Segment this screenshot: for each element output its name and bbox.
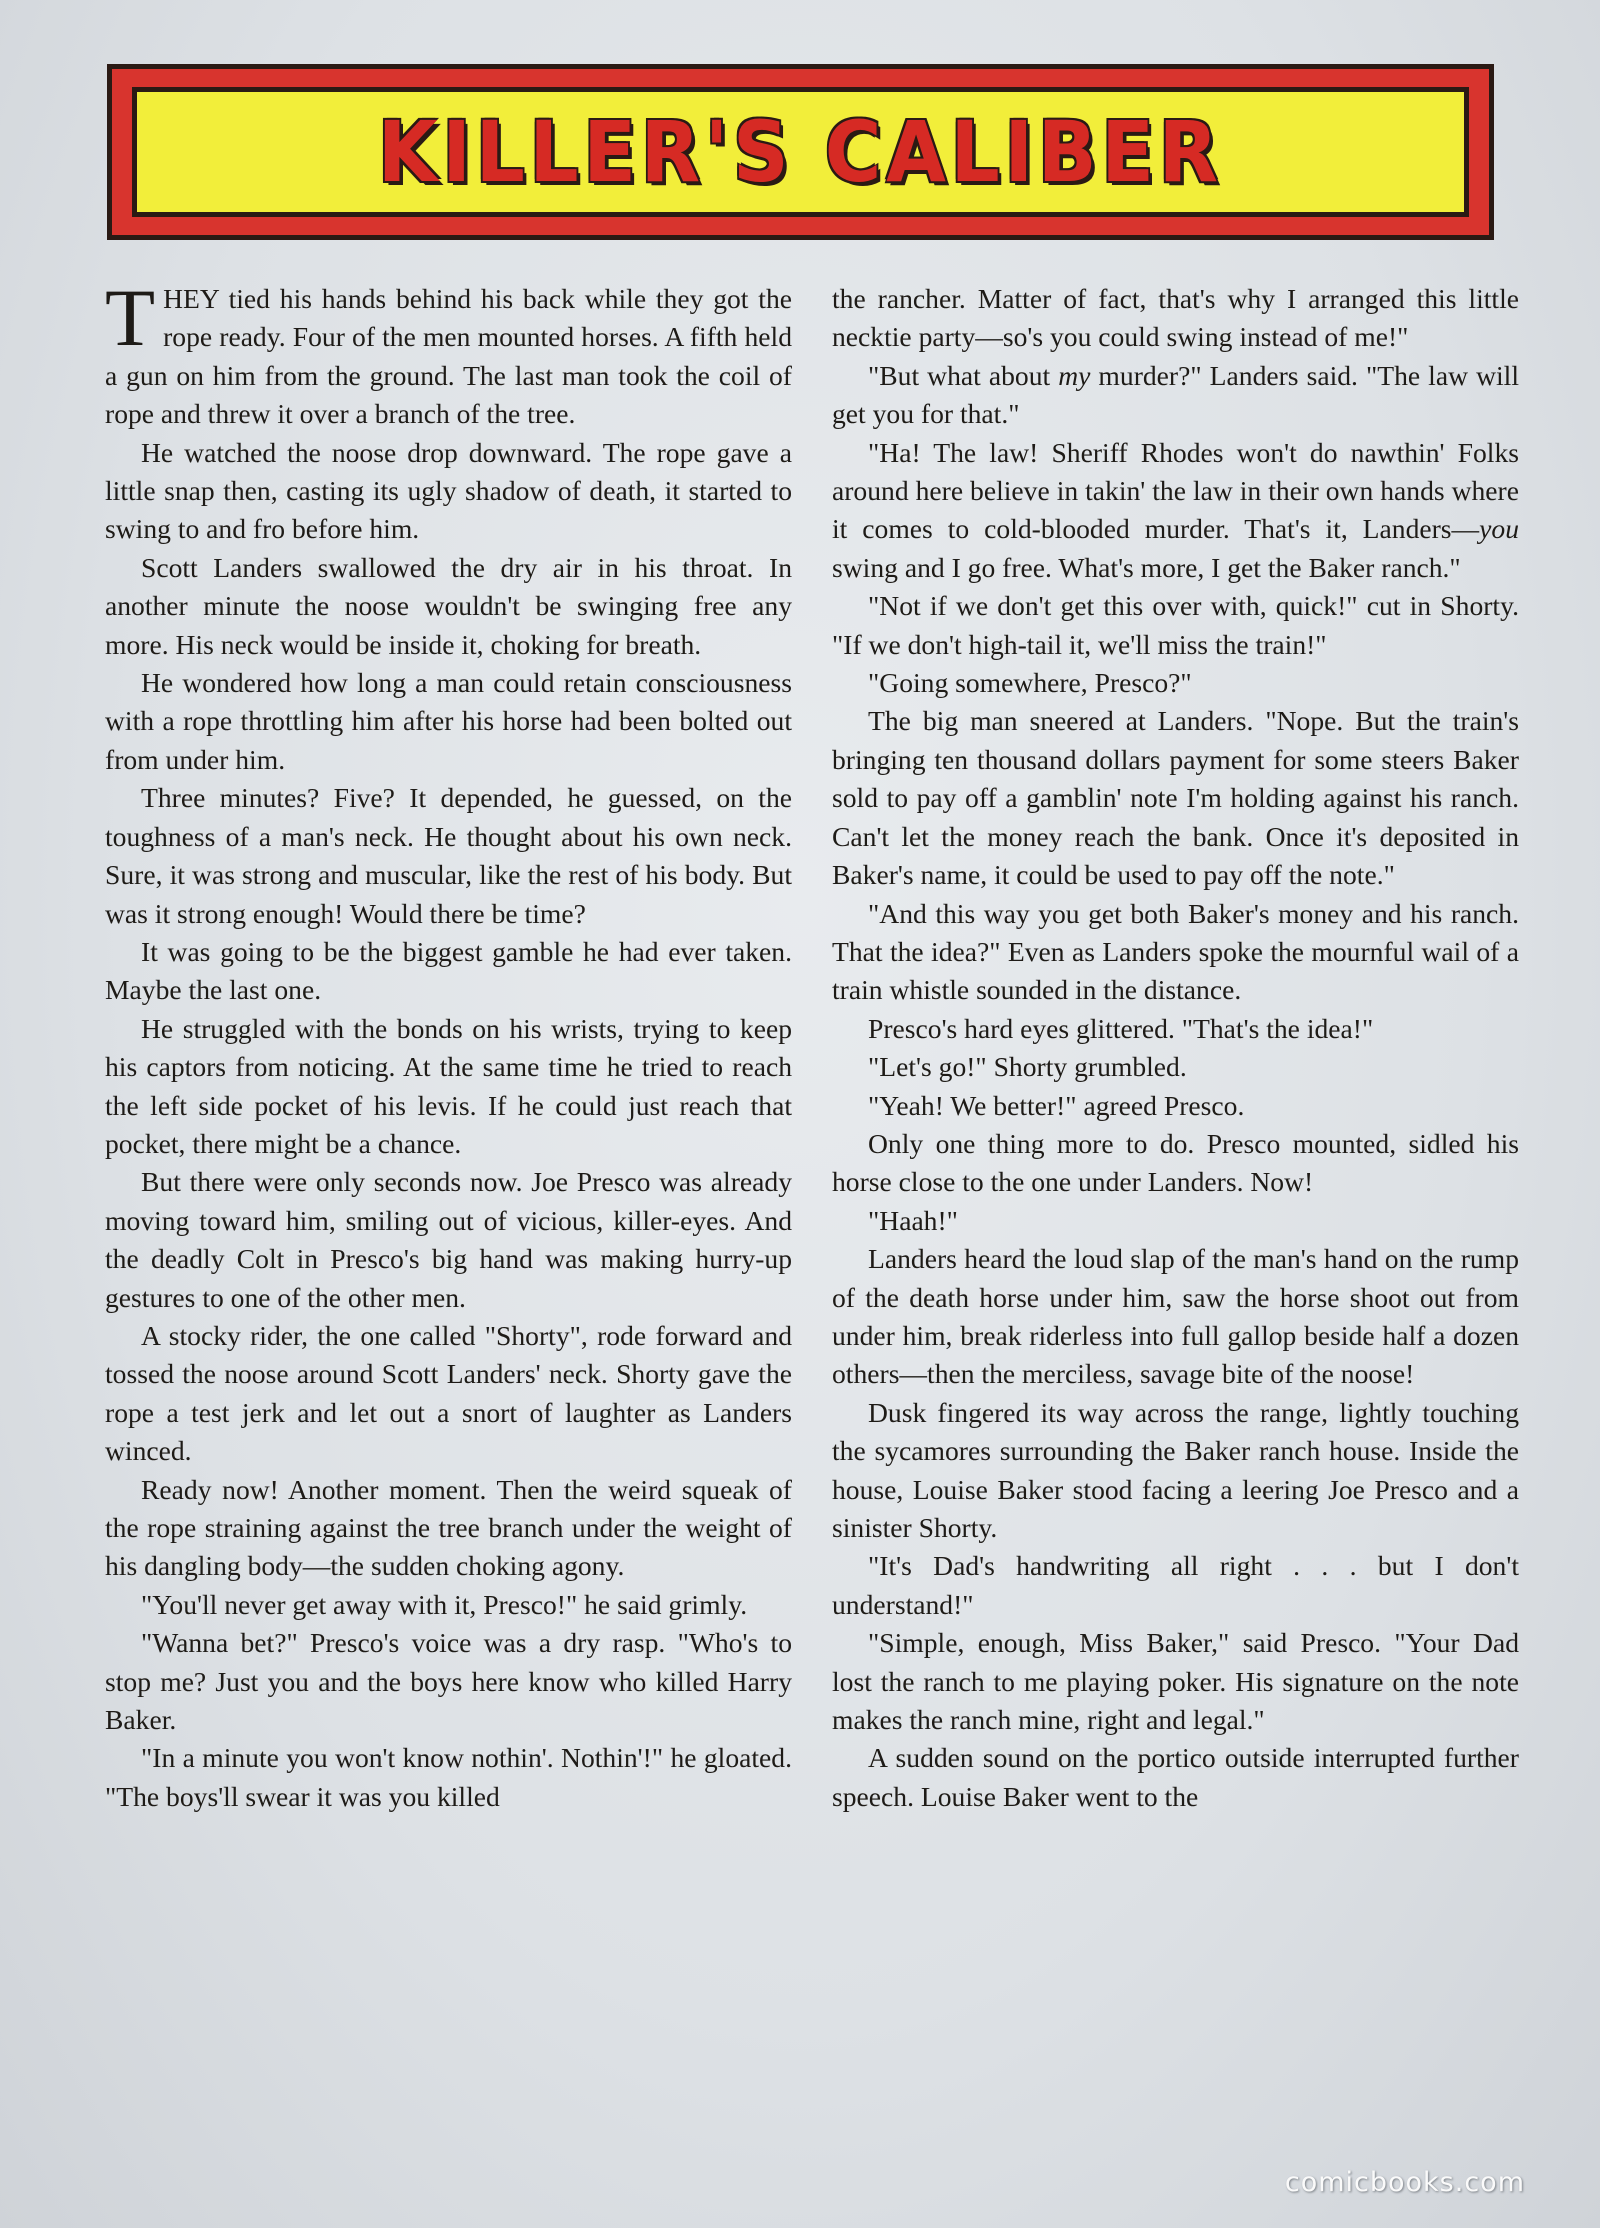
right-paragraph: "Simple, enough, Miss Baker," said Presco. "Your Dad lost the ranch to me playing poker. His signature on the note makes the ranch mine, right and legal." bbox=[832, 1627, 1519, 1736]
left-paragraph: Scott Landers swallowed the dry air in his throat. In another minute the noose wouldn't be swinging free any more. His neck would be inside it, choking for breath. bbox=[105, 551, 792, 660]
right-column bbox=[832, 280, 1519, 2130]
text-columns bbox=[105, 280, 1520, 2130]
right-paragraph: "Not if we don't get this over with, quick!" cut in Shorty. "If we don't high-tail it, we'll miss the train!" bbox=[832, 590, 1519, 660]
right-paragraph: "Ha! The law! Sheriff Rhodes won't do nawthin' Folks around here believe in takin' the law in their own hands where it comes to cold-blooded murder. That's it, Landers—you swing and I go free. What's more, I get the Baker ranch." bbox=[832, 436, 1519, 583]
left-paragraph: He wondered how long a man could retain consciousness with a rope throttling him after his horse had been bolted out from under him. bbox=[105, 667, 792, 775]
left-paragraph: Ready now! Another moment. Then the weird squeak of the rope straining against the tree branch under the weight of his dangling body—the sudden choking agony. bbox=[105, 1473, 792, 1582]
right-paragraph: "Yeah! We better!" agreed Presco. bbox=[868, 1089, 1245, 1121]
left-paragraph: But there were only seconds now. Joe Presco was already moving toward him, smiling out of vicious, killer-eyes. And the deadly Colt in Presco's big hand was making hurry-up gestures to one of the other men. bbox=[105, 1166, 792, 1313]
right-paragraph: "Going somewhere, Presco?" bbox=[868, 667, 1192, 699]
right-paragraph: Dusk fingered its way across the range, lightly touching the sycamores surrounding the Baker ranch house. Inside the house, Louise Baker stood facing a leering Joe Presco and a sinister Shorty. bbox=[832, 1396, 1519, 1543]
left-paragraph: THEY tied his hands behind his back while they got the rope ready. Four of the men mounted horses. A fifth held a gun on him from the ground. The last man took the coil of rope and threw it over a branch of the tree. bbox=[105, 280, 792, 430]
right-paragraph: Landers heard the loud slap of the man's hand on the rump of the death horse under him, saw the horse shoot out from under him, break riderless into full gallop beside half a dozen others—then the merciless, savage bite of the noose! bbox=[832, 1243, 1519, 1390]
title-banner-inner bbox=[132, 87, 1469, 217]
right-paragraph: "Haah!" bbox=[868, 1204, 958, 1236]
right-paragraph: "And this way you get both Baker's money and his ranch. That the idea?" Even as Landers spoke the mournful wail of a train whistle sounded in the distance. bbox=[832, 897, 1519, 1006]
right-paragraph: "Let's go!" Shorty grumbled. bbox=[868, 1051, 1187, 1083]
right-paragraph: "It's Dad's handwriting all right . . . but I don't understand!" bbox=[832, 1550, 1519, 1620]
left-column bbox=[105, 280, 792, 2130]
right-paragraph: Presco's hard eyes glittered. "That's the idea!" bbox=[868, 1012, 1374, 1044]
title-banner bbox=[107, 64, 1494, 240]
left-paragraph: "You'll never get away with it, Presco!" he said grimly. bbox=[141, 1588, 748, 1620]
right-paragraph: Only one thing more to do. Presco mounted, sidled his horse close to the one under Landers. Now! bbox=[832, 1127, 1519, 1198]
right-paragraph: The big man sneered at Landers. "Nope. But the train's bringing ten thousand dollars payment for some steers Baker sold to pay off a gamblin' note I'm holding against his ranch. Can't let the money reach the bank. Once it's deposited in Baker's name, it could be used to pay off the note." bbox=[832, 705, 1519, 891]
right-paragraph: the rancher. Matter of fact, that's why I arranged this little necktie party—so's you could swing instead of me!" bbox=[832, 283, 1519, 353]
right-paragraph: A sudden sound on the portico outside interrupted further speech. Louise Baker went to the bbox=[832, 1742, 1519, 1812]
left-paragraph: He struggled with the bonds on his wrists, trying to keep his captors from noticing. At the same time he tried to reach the left side pocket of his levis. If he could just reach that pocket, there might be a chance. bbox=[105, 1012, 792, 1159]
left-paragraph: "Wanna bet?" Presco's voice was a dry rasp. "Who's to stop me? Just you and the boys here know who killed Harry Baker. bbox=[105, 1627, 792, 1736]
drop-cap: T bbox=[105, 280, 156, 363]
left-paragraph: He watched the noose drop downward. The rope gave a little snap then, casting its ugly shadow of death, it started to swing to and fro before him. bbox=[105, 436, 792, 545]
right-paragraph: "But what about my murder?" Landers said. "The law will get you for that." bbox=[832, 359, 1519, 430]
site-watermark: comicbooks.com bbox=[1284, 2167, 1525, 2198]
left-paragraph: It was going to be the biggest gamble he had ever taken. Maybe the last one. bbox=[105, 935, 792, 1006]
story-title: KILLER'S CALIBER bbox=[378, 103, 1223, 201]
left-paragraph: Three minutes? Five? It depended, he guessed, on the toughness of a man's neck. He thought about his own neck. Sure, it was strong and muscular, like the rest of his body. But was it strong enough! Would there be time? bbox=[105, 782, 792, 929]
left-paragraph: A stocky rider, the one called "Shorty", rode forward and tossed the noose around Scott Landers' neck. Shorty gave the rope a test jerk and let out a snort of laughter as Landers winced. bbox=[105, 1319, 792, 1467]
left-paragraph: "In a minute you won't know nothin'. Nothin'!" he gloated. "The boys'll swear it was you killed bbox=[105, 1742, 792, 1812]
